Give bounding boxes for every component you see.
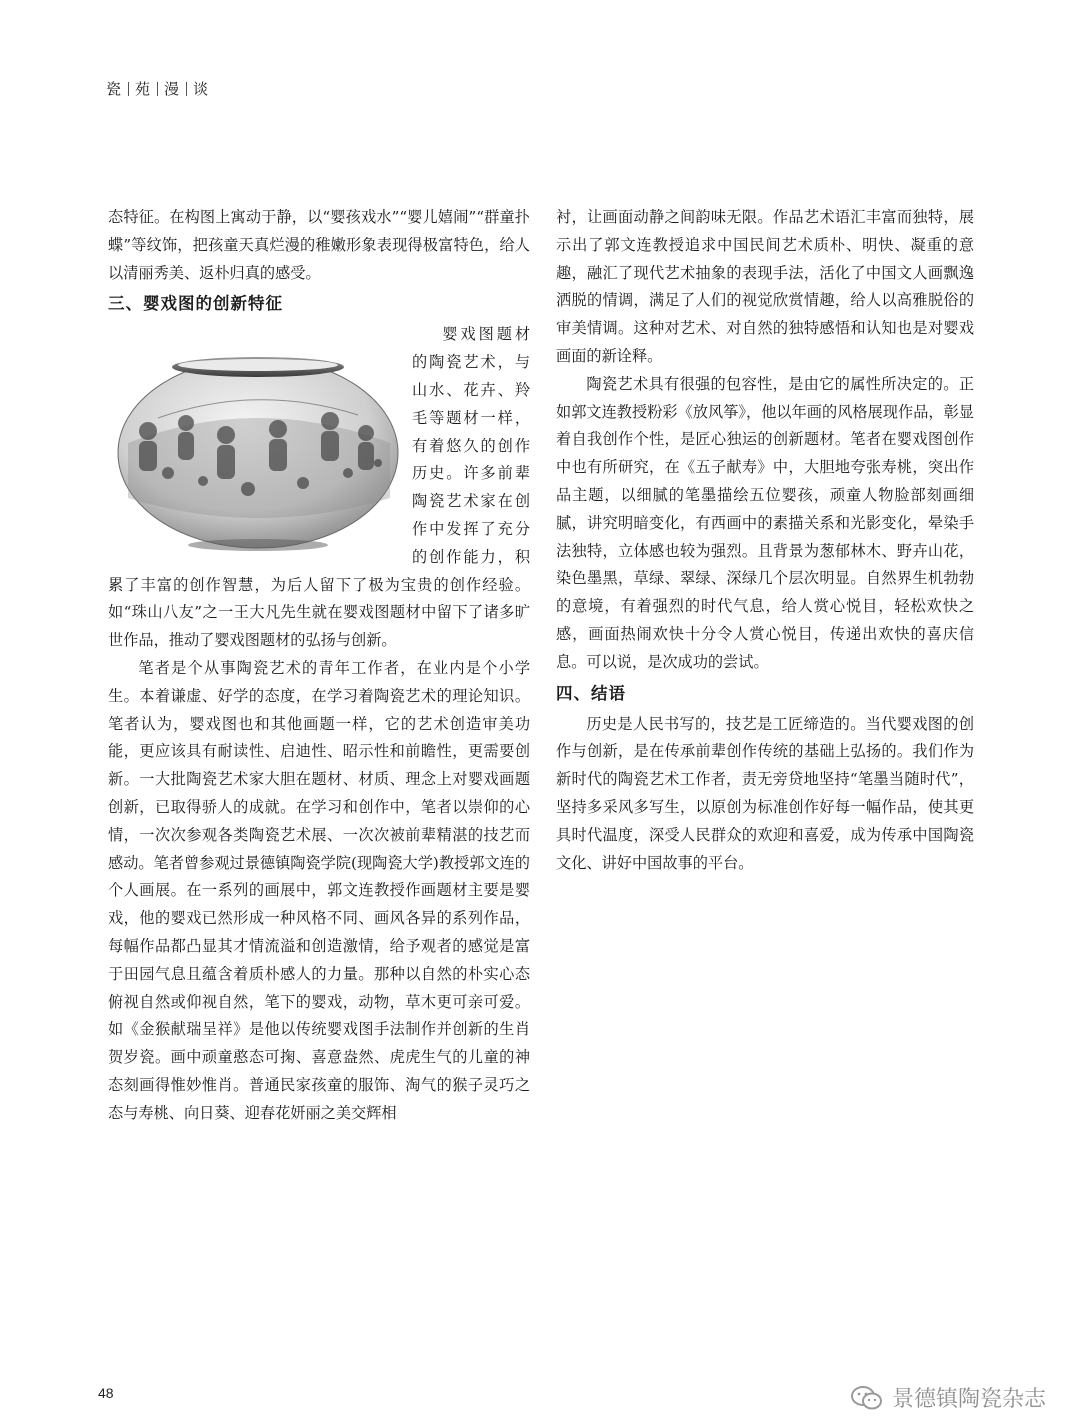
header-char: 瓷 [106, 80, 123, 98]
header-char: 苑 [135, 80, 152, 98]
paragraph: 态特征。在构图上寓动于静，以“婴孩戏水”“婴儿嬉闹”“群童扑蝶”等纹饰，把孩童天真烂漫的稚嫩形象表现得极富特色，给人以清丽秀美、返朴归真的感受。 [108, 208, 530, 282]
header-char: 谈 [193, 80, 210, 98]
paragraph: 陶瓷艺术具有很强的包容性，是由它的属性所决定的。正如郭文连教授粉彩《放风筝》，他以年画的风格展现作品，彰显着自我创作个性，是匠心独运的创新题材。笔者在婴戏图创作中也有所研究，在《五子献寿》中，大胆地夸张寿桃，突出作品主题，以细腻的笔墨描绘五位婴孩，顽童人物脸部刻画细腻，讲究明暗变化，有西画中的素描关系和光影变化，晕染手法独特，立体感也较为强烈。且背景为葱郁林木、野卉山花，染色墨黑，草绿、翠绿、深绿几个层次明显。自然界生机勃勃的意境，有着强烈的时代气息，给人赏心悦目，轻松欢快之感，画面热闹欢快十分令人赏心悦目，传递出欢快的喜庆信息。可以说，是次成功的尝试。 [556, 374, 974, 671]
section-heading-3: 三、婴戏图的创新特征 [108, 294, 283, 314]
header-char: 漫 [164, 80, 181, 98]
section-heading-4: 四、结语 [556, 683, 626, 703]
header-divider [157, 82, 158, 96]
paragraph: 历史是人民书写的，技艺是工匠缔造的。当代婴戏图的创作与创新，是在传承前辈创作传统的基础上弘扬的。我们作为新时代的陶瓷艺术工作者，责无旁贷地坚持“笔墨当随时代”，坚持多采风多写生，以原创为标准创作好每一幅作品，使其更具时代温度，深受人民群众的欢迎和喜爱，成为传承中国陶瓷文化、讲好中国故事的平台。 [556, 714, 974, 872]
left-column [108, 204, 530, 1128]
page-number: 48 [98, 1385, 114, 1401]
jar-illustration [108, 323, 400, 563]
porcelain-jar-image [108, 323, 400, 563]
paragraph: 婴戏图题材的陶瓷艺术，与山水、花卉、羚毛等题材一样，有着悠久的创作历史。许多前辈陶瓷艺术家在创作中发挥了充分的创作能力，积累了丰富的创作智慧，为后人留下了极为宝贵的创作经验。如“珠山八友”之一王大凡先生就在婴戏图题材中留下了诸多旷世作品，推动了婴戏图题材的弘扬与创新。 [108, 325, 530, 650]
header-divider [186, 82, 187, 96]
paragraph: 衬，让画面动静之间韵味无限。作品艺术语汇丰富而独特，展示出了郭文连教授追求中国民间艺术质朴、明快、凝重的意趣，融汇了现代艺术抽象的表现手法，活化了中国文人画飘逸洒脱的情调，满足了人们的视觉欣赏情趣，给人以高雅脱俗的审美情调。这种对艺术、对自然的独特感悟和认知也是对婴戏画面的新诠释。 [556, 208, 974, 365]
watermark [850, 1382, 1046, 1413]
section-header [106, 78, 209, 99]
header-divider [128, 82, 129, 96]
wechat-icon [850, 1384, 884, 1412]
paragraph: 笔者是个从事陶瓷艺术的青年工作者，在业内是个小学生。本着谦虚、好学的态度，在学习着陶瓷艺术的理论知识。笔者认为，婴戏图也和其他画题一样，它的艺术创造审美功能，更应该具有耐读性、启迪性、昭示性和前瞻性，更需要创新。一大批陶瓷艺术家大胆在题材、材质、理念上对婴戏画题创新，已取得骄人的成就。在学习和创作中，笔者以崇仰的心情，一次次参观各类陶瓷艺术展、一次次被前辈精湛的技艺而感动。笔者曾参观过景德镇陶瓷学院(现陶瓷大学)教授郭文连的个人画展。在一系列的画展中，郭文连教授作画题材主要是婴戏，他的婴戏已然形成一种风格不同、画风各异的系列作品，每幅作品都凸显其才情流溢和创造激情，给予观者的感觉是富于田园气息且蕴含着质朴感人的力量。那种以自然的朴实心态俯视自然或仰视自然，笔下的婴戏，动物，草木更可亲可爱。如《金猴献瑞呈祥》是他以传统婴戏图手法制作并创新的生肖贺岁瓷。画中顽童憨态可掬、喜意盎然、虎虎生气的儿童的神态刻画得惟妙惟肖。普通民家孩童的服饰、淘气的猴子灵巧之态与寿桃、向日葵、迎春花妍丽之美交辉相 [108, 658, 530, 1122]
right-column [556, 204, 974, 877]
watermark-text: 景德镇陶瓷杂志 [891, 1387, 1046, 1412]
